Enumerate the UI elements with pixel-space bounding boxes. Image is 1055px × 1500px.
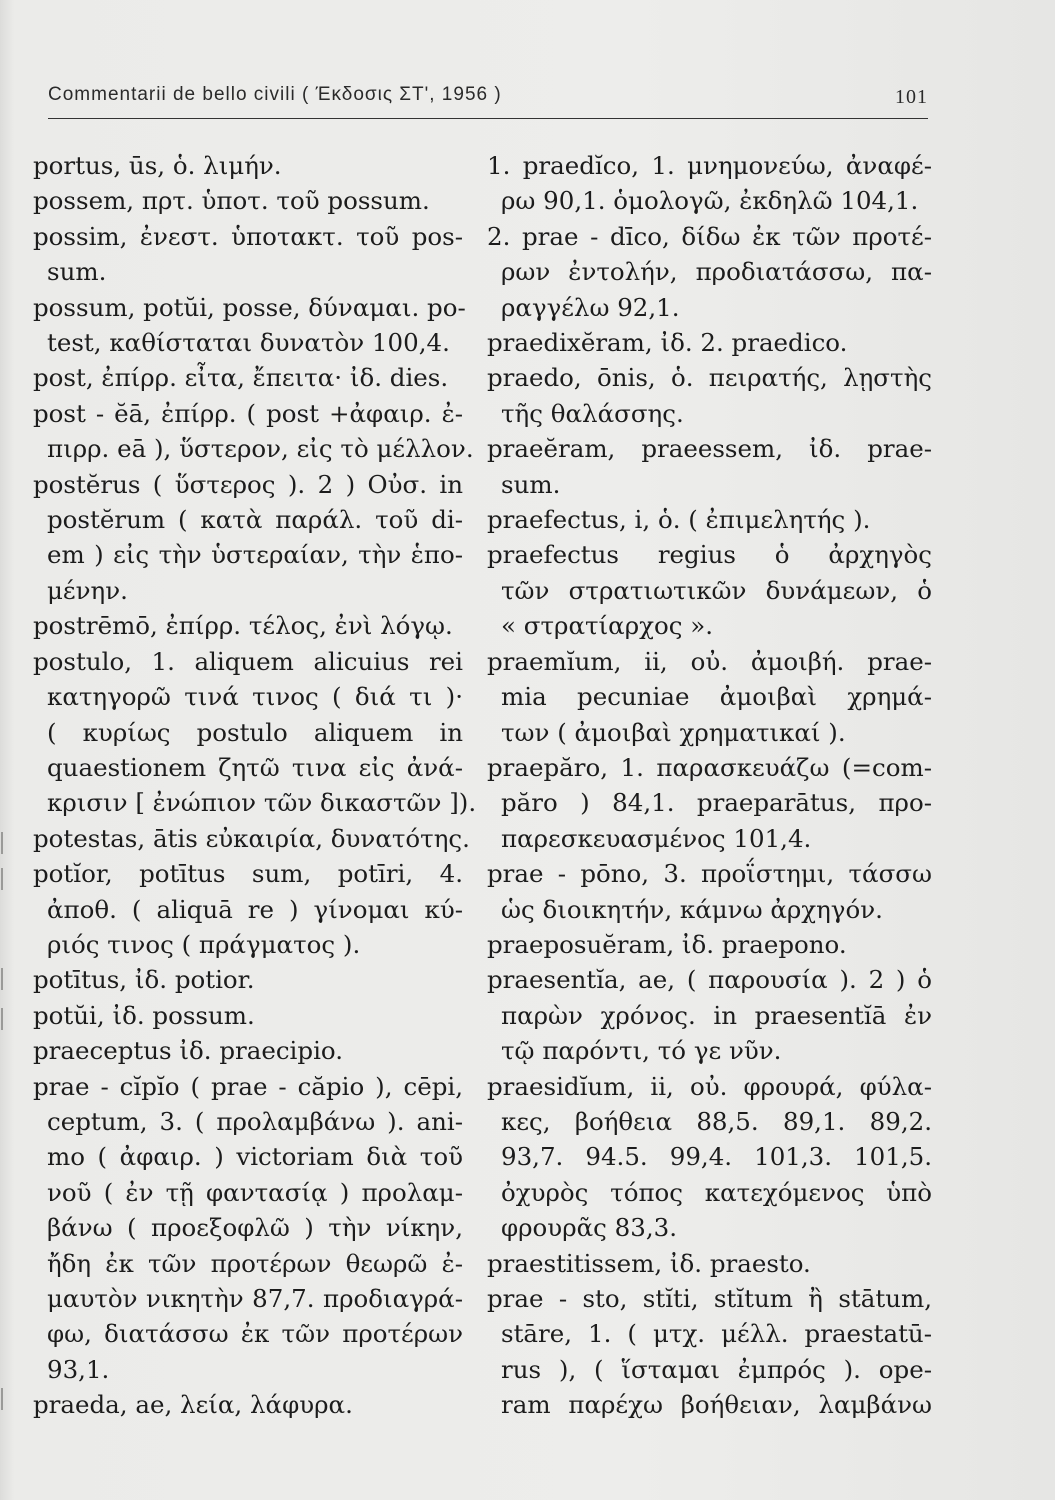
margin-mark <box>1 832 3 854</box>
running-header <box>48 84 928 114</box>
dictionary-line: potītus, ἰδ. potior. <box>33 965 255 995</box>
dictionary-line: postulo, 1. aliquem alicuius rei <box>33 646 463 676</box>
dictionary-line: « στρατίαρχος ». <box>501 611 713 641</box>
dictionary-line: post, ἐπίρρ. εἶτα, ἔπειτα· ἰδ. dies. <box>33 363 449 393</box>
margin-mark <box>1 1388 3 1410</box>
dictionary-line: ὡς διοικητήν, κάμνω ἀρχηγόν. <box>501 894 883 924</box>
dictionary-line: ραγγέλω 92,1. <box>501 292 680 322</box>
dictionary-line: τῆς θαλάσσης. <box>501 398 684 428</box>
dictionary-line: ρω 90,1. ὁμολογῶ, ἐκδηλῶ 104,1. <box>501 186 919 216</box>
running-title: Commentarii de bello civili ( Έκδοσις ΣΤ', 1956 ) <box>48 84 502 105</box>
dictionary-line: 1. praedĭco, 1. μνημονεύω, ἀναφέ- <box>487 151 932 180</box>
dictionary-line: praeposuĕram, ἰδ. praepono. <box>487 929 847 959</box>
dictionary-line: stāre, 1. ( μτχ. μέλλ. praestatū- <box>501 1319 932 1349</box>
dictionary-line: păro ) 84,1. praeparātus, προ- <box>501 788 932 818</box>
dictionary-line: ρων ἐντολήν, προδιατάσσω, πα- <box>501 257 932 287</box>
dictionary-line: rus ), ( ἵσταμαι ἐμπρός ). ope- <box>501 1354 932 1384</box>
dictionary-line: praestitissem, ἰδ. praesto. <box>487 1248 811 1278</box>
left-column <box>33 148 477 1423</box>
dictionary-line: praedixĕram, ἰδ. 2. praedico. <box>487 328 848 358</box>
dictionary-line: praesentĭa, ae, ( παρουσία ). 2 ) ὁ <box>487 965 932 995</box>
dictionary-line: praeĕram, praeessem, ἰδ. prae- <box>487 434 932 464</box>
dictionary-line: praesidĭum, ii, οὐ. φρουρά, φύλα- <box>487 1071 932 1101</box>
dictionary-line: prae - pōno, 3. προΐστημι, τάσσω <box>487 859 932 889</box>
dictionary-line: πιρρ. eā ), ὕστερον, εἰς τὸ μέλλον. <box>47 434 474 464</box>
dictionary-line: ριός τινος ( πράγματος ). <box>47 929 361 959</box>
dictionary-line: praefectus regius ὁ ἀρχηγὸς <box>487 540 932 570</box>
page-number: 101 <box>895 86 928 108</box>
dictionary-line: μαυτὸν νικητὴν 87,7. προδιαγρά- <box>47 1284 463 1313</box>
dictionary-line: κατηγορῶ τινά τινος ( διά τι )· <box>47 682 463 712</box>
margin-mark <box>1 968 3 990</box>
dictionary-line: praemĭum, ii, οὐ. ἀμοιβή. prae- <box>487 646 932 676</box>
dictionary-line: possim, ἐνεστ. ὑποτακτ. τοῦ pos- <box>33 221 463 251</box>
dictionary-line: βάνω ( προεξοφλῶ ) τὴν νίκην, <box>47 1213 463 1243</box>
dictionary-line: praepăro, 1. παρασκευάζω (=com- <box>487 752 932 782</box>
dictionary-line: ἤδη ἐκ τῶν προτέρων θεωρῶ ἐ- <box>47 1248 463 1278</box>
dictionary-line: mo ( ἀφαιρ. ) victoriam διὰ τοῦ <box>47 1142 463 1172</box>
dictionary-line: potŭi, ἰδ. possum. <box>33 1000 255 1030</box>
dictionary-line: 93,1. <box>47 1354 110 1384</box>
dictionary-line: possem, πρτ. ὑποτ. τοῦ possum. <box>33 186 430 216</box>
dictionary-line: παρεσκευασμένος 101,4. <box>501 823 812 853</box>
dictionary-line: potestas, ātis εὐκαιρία, δυνατότης. <box>33 823 470 853</box>
dictionary-line: potĭor, potītus sum, potīri, 4. <box>33 859 463 889</box>
right-column <box>487 148 932 1423</box>
dictionary-line: possum, potŭi, posse, δύναμαι. po- <box>33 292 466 322</box>
dictionary-line: των ( ἀμοιβαὶ χρηματικαί ). <box>501 717 846 747</box>
dictionary-line: παρὼν χρόνος. in praesentĭā ἐν <box>501 1000 932 1030</box>
margin-mark <box>1 868 3 890</box>
header-rule <box>48 118 928 119</box>
dictionary-line: φρουρᾶς 83,3. <box>501 1213 677 1243</box>
dictionary-line: sum. <box>47 257 107 287</box>
dictionary-line: post - ĕā, ἐπίρρ. ( post +ἀφαιρ. ἐ- <box>33 398 463 428</box>
dictionary-line: praeceptus ἰδ. praecipio. <box>33 1036 344 1066</box>
dictionary-line: prae - sto, stĭti, stĭtum ἢ stātum, <box>487 1284 932 1313</box>
dictionary-line: ὀχυρὸς τόπος κατεχόμενος ὑπὸ <box>501 1177 932 1207</box>
dictionary-line: κες, βοήθεια 88,5. 89,1. 89,2. <box>501 1106 932 1136</box>
dictionary-line: prae - cĭpĭo ( prae - căpio ), cēpi, <box>33 1071 463 1101</box>
dictionary-line: mia pecuniae ἀμοιβαὶ χρημά- <box>501 682 932 712</box>
dictionary-line: φω, διατάσσω ἐκ τῶν προτέρων <box>47 1319 463 1349</box>
dictionary-line: μένην. <box>47 575 128 605</box>
dictionary-line: sum. <box>501 469 561 499</box>
dictionary-line: 93,7. 94.5. 99,4. 101,3. 101,5. <box>501 1142 932 1172</box>
dictionary-line: ram παρέχω βοήθειαν, λαμβάνω <box>501 1390 932 1420</box>
dictionary-line: praefectus, i, ὁ. ( ἐπιμελητής ). <box>487 505 871 535</box>
dictionary-line: ( κυρίως postulo aliquem in <box>47 717 463 747</box>
margin-mark <box>1 1008 3 1030</box>
dictionary-line: test, καθίσταται δυνατὸν 100,4. <box>47 328 450 358</box>
dictionary-line: praeda, ae, λεία, λάφυρα. <box>33 1390 353 1420</box>
dictionary-line: quaestionem ζητῶ τινα εἰς ἀνά- <box>47 752 463 782</box>
dictionary-line: postĕrus ( ὕστερος ). 2 ) Οὐσ. in <box>33 469 463 499</box>
dictionary-line: κρισιν [ ἐνώπιον τῶν δικαστῶν ]). <box>47 788 477 818</box>
dictionary-line: postĕrum ( κατὰ παράλ. τοῦ di- <box>47 505 463 535</box>
dictionary-line: postrēmō, ἐπίρρ. τέλος, ἐνὶ λόγῳ. <box>33 611 453 641</box>
dictionary-line: ἀποθ. ( aliquā re ) γίνομαι κύ- <box>47 894 463 924</box>
dictionary-line: 2. prae - dīco, δίδω ἐκ τῶν προτέ- <box>487 221 932 251</box>
dictionary-line: praedo, ōnis, ὁ. πειρατής, λῃστὴς <box>487 363 932 393</box>
dictionary-line: em ) εἰς τὴν ὑστεραίαν, τὴν ἑπο- <box>47 540 463 570</box>
dictionary-line: portus, ūs, ὁ. λιμήν. <box>33 151 282 180</box>
dictionary-line: τῶν στρατιωτικῶν δυνάμεων, ὁ <box>501 575 932 605</box>
dictionary-line: τῷ παρόντι, τό γε νῦν. <box>501 1036 782 1066</box>
dictionary-line: νοῦ ( ἐν τῇ φαντασίᾳ ) προλαμ- <box>47 1177 463 1207</box>
dictionary-line: ceptum, 3. ( προλαμβάνω ). ani- <box>47 1106 463 1136</box>
